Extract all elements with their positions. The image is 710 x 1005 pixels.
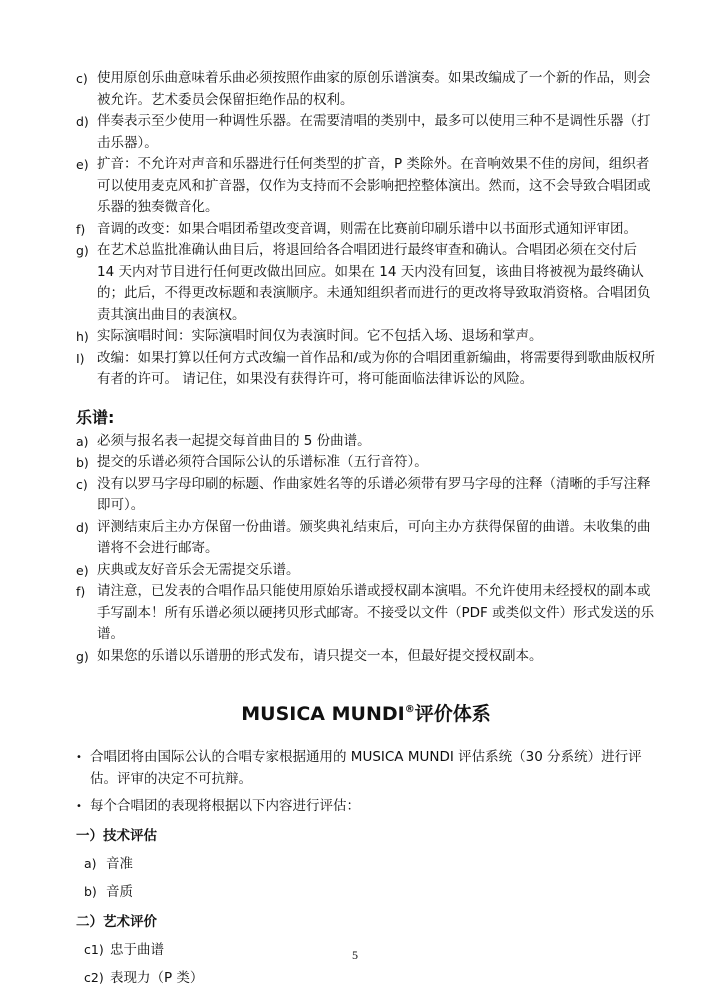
evaluation-title-brand: MUSICA MUNDI [241,703,405,725]
bullet-dot-icon: • [76,801,82,812]
item-text: 必须与报名表一起提交每首曲目的 5 份曲谱。 [97,432,371,449]
rule-item [76,240,656,326]
bullet-item [76,747,656,790]
scores-list [76,431,656,668]
item-text: 扩音：不允许对声音和乐器进行任何类型的扩音，P 类除外。在音响效果不佳的房间，组织者可以使用麦克风和扩音器，仅作为支持而不会影响把控整体演出。然而，这不会导致合唱团或乐器的独奏微音化。 [97,156,651,215]
item-marker: f) [76,221,86,237]
item-text: 伴奏表示至少使用一种调性乐器。在需要清唱的类别中，最多可以使用三种不是调性乐器（打击乐器）。 [97,113,651,151]
rule-item [76,111,656,154]
item-marker: b) [84,883,97,899]
document-body [76,68,656,990]
item-marker: a) [84,855,97,871]
rule-item [76,219,656,241]
rule-item [76,68,656,111]
item-marker: d) [76,114,89,129]
technical-heading: 一）技术评估 [76,827,157,844]
item-marker: g) [76,648,89,664]
bullet-text: 每个合唱团的表现将根据以下内容进行评估： [90,798,360,814]
item-text: 音调的改变：如果合唱团希望改变音调，则需在比赛前印刷乐谱中以书面形式通知评审团。 [97,220,637,237]
score-rule-item [76,452,656,474]
item-text: 忠于曲谱 [110,941,164,958]
technical-item [76,880,656,904]
item-marker: c2) [84,969,104,985]
score-rule-item [76,517,656,560]
item-marker: g) [76,243,89,258]
evaluation-title-rest: 评价体系 [414,703,491,725]
item-marker: b) [76,455,89,470]
item-marker: e) [76,157,89,172]
item-marker: c1) [84,941,104,957]
evaluation-title [76,697,656,727]
item-text: 请注意，已发表的合唱作品只能使用原始乐谱或授权副本演唱。不允许使用未经授权的副本或手写副本！所有乐谱必须以硬拷贝形式邮寄。不接受以文件（PDF 或类似文件）形式发送的乐谱。 [97,583,655,642]
item-marker: e) [76,562,89,578]
technical-item [76,852,656,876]
score-rule-item [76,560,656,582]
score-rule-item [76,646,656,668]
item-text: 如果您的乐谱以乐谱册的形式发布，请只提交一本，但最好提交授权副本。 [97,647,543,664]
rule-item [76,154,656,219]
score-rule-item [76,474,656,517]
item-marker: I) [76,350,85,366]
item-text: 使用原创乐曲意味着乐曲必须按照作曲家的原创乐谱演奏。如果改编成了一个新的作品，则会被允许。艺术委员会保留拒绝作品的权利。 [97,70,651,108]
artistic-item [76,966,656,990]
score-rule-item [76,581,656,646]
item-text: 在艺术总监批准确认曲目后，将退回给各合唱团进行最终审查和确认。合唱团必须在交付后 14 天内对节目进行任何更改做出回应。如果在 14 天内没有回复，该曲目将被视为最终确认的；此后，不得更改标题和表演顺序。未通知组织者而进行的更改将导致取消资格。合唱团负责其演出曲目的表演权。 [97,242,651,323]
page-number: 5 [352,948,358,962]
item-marker: h) [76,329,89,344]
item-marker: c) [76,476,88,492]
artistic-heading: 二）艺术评价 [76,913,157,930]
item-text: 评测结束后主办方保留一份曲谱。颁奖典礼结束后，可向主办方获得保留的曲谱。未收集的曲谱将不会进行邮寄。 [97,518,651,556]
item-marker: a) [76,433,89,449]
item-text: 实际演唱时间：实际演唱时间仅为表演时间。它不包括入场、退场和掌声。 [97,328,543,344]
score-rule-item [76,431,656,453]
bullet-text: 合唱团将由国际公认的合唱专家根据通用的 MUSICA MUNDI 评估系统（30 分系统）进行评估。评审的决定不可抗辩。 [90,749,642,787]
rule-item [76,326,656,348]
item-marker: f) [76,584,86,599]
item-text: 提交的乐谱必须符合国际公认的乐谱标准（五行音符）。 [97,454,428,470]
item-text: 表现力（P 类） [110,969,204,986]
rule-item [76,348,656,391]
scores-heading: 乐谱: [76,407,115,427]
item-text: 改编：如果打算以任何方式改编一首作品和/或为你的合唱团重新编曲，将需要得到歌曲版权所有者的许可。 请记住，如果没有获得许可，将可能面临法律诉讼的风险。 [97,349,656,387]
item-text: 没有以罗马字母印刷的标题、作曲家姓名等的乐谱必须带有罗马字母的注释（清晰的手写注释即可）。 [97,475,651,513]
item-marker: c) [76,71,88,86]
item-text: 音质 [106,883,133,900]
bullet-dot-icon: • [76,752,82,763]
bullet-item [76,796,656,818]
registered-mark: ® [404,704,415,715]
item-text: 庆典或友好音乐会无需提交乐谱。 [97,561,300,578]
item-text: 音准 [106,855,133,872]
item-marker: d) [76,519,89,535]
rules-continued-list [76,68,656,391]
